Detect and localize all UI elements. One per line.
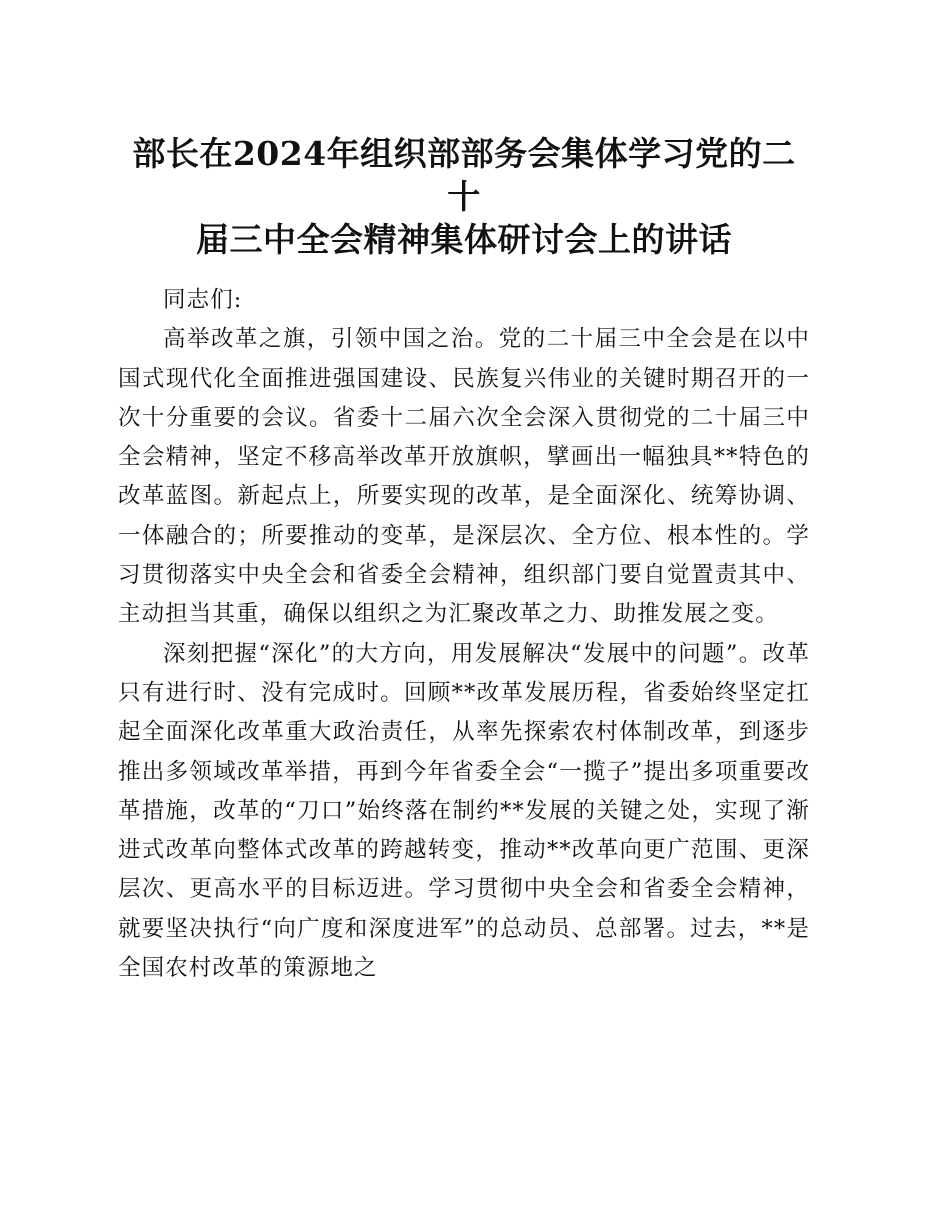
title-line-2: 届三中全会精神集体研讨会上的讲话 — [196, 220, 732, 259]
salutation: 同志们: — [163, 287, 243, 313]
document-body — [118, 281, 810, 988]
paragraph-1: 高举改革之旗，引领中国之治。党的二十届三中全会是在以中国式现代化全面推进强国建设、民族复兴伟业的关键时期召开的一次十分重要的会议。省委十二届六次全会深入贯彻党的二十届三中全会精神，坚定不移高举改革开放旗帜，擘画出一幅独具**特色的改革蓝图。新起点上，所要实现的改革，是全面深化、统筹协调、一体融合的；所要推动的变革，是深层次、全方位、根本性的。学习贯彻落实中央全会和省委全会精神，组织部门要自觉置责其中、主动担当其重，确保以组织之为汇聚改革之力、助推发展之变。 — [118, 326, 810, 628]
document-title — [118, 132, 810, 261]
paragraph-2: 深刻把握“深化”的大方向，用发展解决“发展中的问题”。改革只有进行时、没有完成时。回顾**改革发展历程，省委始终坚定扛起全面深化改革重大政治责任，从率先探索农村体制改革，到逐步推出多领域改革举措，再到今年省委全会“一揽子”提出多项重要改革措施，改革的“刀口”始终落在制约**发展的关键之处，实现了渐进式改革向整体式改革的跨越转变，推动**改革向更广范围、更深层次、更高水平的目标迈进。学习贯彻中央全会和省委全会精神，就要坚决执行“向广度和深度进军”的总动员、总部署。过去，**是全国农村改革的策源地之 — [118, 640, 810, 982]
title-line-1: 部长在2024年组织部部务会集体学习党的二十 — [132, 134, 796, 216]
